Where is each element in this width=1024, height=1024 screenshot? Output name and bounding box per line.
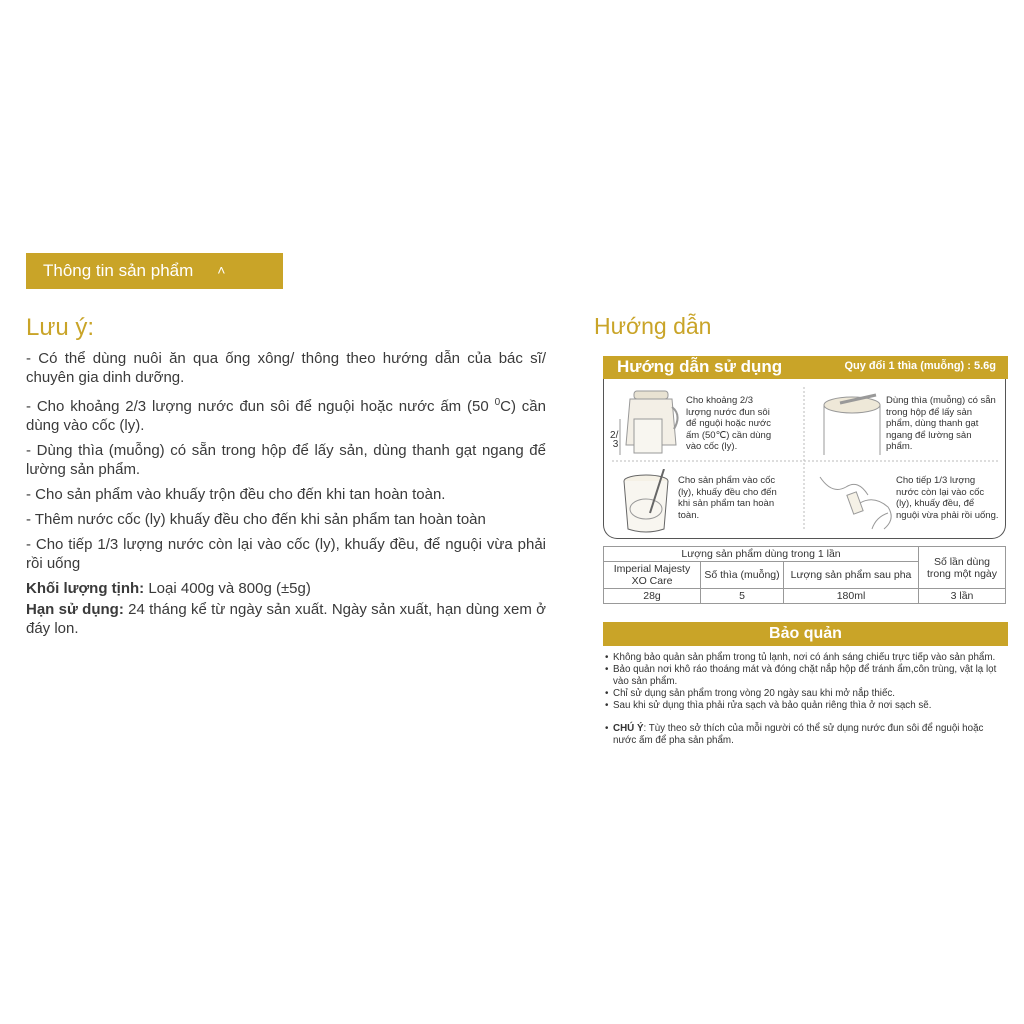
notes-heading: Lưu ý: [26,314,95,341]
table-cell: 180ml [784,589,919,604]
note-item: - Cho tiếp 1/3 lượng nước còn lại vào cốc (ly), khuấy đều, để nguội vừa phải rồi uống [26,536,546,572]
table-cell: 3 lần [919,589,1006,604]
list-item: • Sau khi sử dụng thìa phải rửa sạch và bảo quản riêng thìa ở nơi sạch sẽ. [613,700,1006,711]
list-item: • Chỉ sử dụng sản phẩm trong vòng 20 ngày sau khi mở nắp thiếc. [613,688,1006,699]
step-1-text: Cho khoảng 2/3 lượng nước đun sôi để nguội hoặc nước ấm (50℃) cần dùng vào cốc (ly). [686,395,772,452]
serving-table [603,546,1006,604]
notes-body [26,349,546,644]
can-scoop-illustration [818,393,886,459]
note-item: - Thêm nước cốc (ly) khuấy đều cho đến khi sản phẩm tan hoàn toàn [26,511,486,528]
note-item: - Có thể dùng nuôi ăn qua ống xông/ thông theo hướng dẫn của bác sĩ/ chuyên gia dinh dưỡng. [26,350,546,386]
list-item: • Bảo quản nơi khô ráo thoáng mát và đóng chặt nắp hộp để tránh ẩm,côn trùng, vật lạ lọt vào sản phẩm. [613,664,1006,687]
table-row [604,589,1006,604]
cup-stir-illustration [620,469,676,535]
note-item: - Dùng thìa (muỗng) có sẵn trong hộp để lấy sản, dùng thanh gạt ngang để lường sản phẩm. [26,442,546,478]
table-cell: 5 [701,589,784,604]
product-info-label: Thông tin sản phẩm [43,261,194,280]
col-times-header: Số lần dùng trong một ngày [919,547,1006,589]
step-3-text: Cho sản phẩm vào cốc (ly), khuấy đều cho đến khi sản phẩm tan hoàn toàn. [678,475,777,521]
net-weight: Khối lượng tịnh: Loại 400g và 800g (±5g) [26,580,311,597]
chevron-up-icon: ˄ [217,262,226,278]
fraction-label: 2/ 3 [610,430,619,450]
note-item: - Cho khoảng 2/3 lượng nước đun sôi để nguội hoặc nước ấm (50 $^0$C) cần dùng vào cốc (ly). [26,397,546,434]
product-header: Imperial Majesty XO Care [604,562,701,589]
note-item: - Cho sản phẩm vào khuấy trộn đều cho đến khi tan hoàn toàn. [26,486,446,503]
list-item: • Không bảo quản sản phẩm trong tủ lạnh, nơi có ánh sáng chiếu trực tiếp vào sản phẩm. [613,652,1006,663]
product-info-toggle-button[interactable] [26,253,283,289]
storage-title: Bảo quản [603,622,1008,646]
usage-steps-panel [603,379,1006,539]
storage-body [604,652,1006,747]
usage-title: Hướng dẫn sử dụng [617,357,783,376]
expiry: Hạn sử dụng: 24 tháng kể từ ngày sản xuất. Ngày sản xuất, hạn dùng xem ở đáy lon. [26,601,547,637]
usage-header-bar [603,356,1008,379]
col-spoons-header: Số thìa (muỗng) [701,562,784,589]
step-2-text: Dùng thìa (muỗng) có sẵn trong hộp để lấy sản phẩm, dùng thanh gạt ngang để lường sản phẩm. [886,395,996,452]
step-4-text: Cho tiếp 1/3 lượng nước còn lại vào cốc (ly), khuấy đều, để nguội vừa phải rồi uống. [896,475,999,521]
drinking-illustration [816,473,900,533]
spoon-conversion: Quy đổi 1 thìa (muỗng) : 5.6g [844,360,996,372]
storage-note: • CHÚ Ý: Tùy theo sở thích của mỗi người có thể sử dụng nước đun sôi để nguội hoặc nước ấm để pha sản phẩm. [613,723,1006,746]
col-after-header: Lượng sản phẩm sau pha [784,562,919,589]
table-cell: 28g [604,589,701,604]
guide-heading: Hướng dẫn [594,313,712,339]
kettle-illustration [610,385,682,459]
serving-group-header: Lượng sản phẩm dùng trong 1 lần [604,547,919,562]
